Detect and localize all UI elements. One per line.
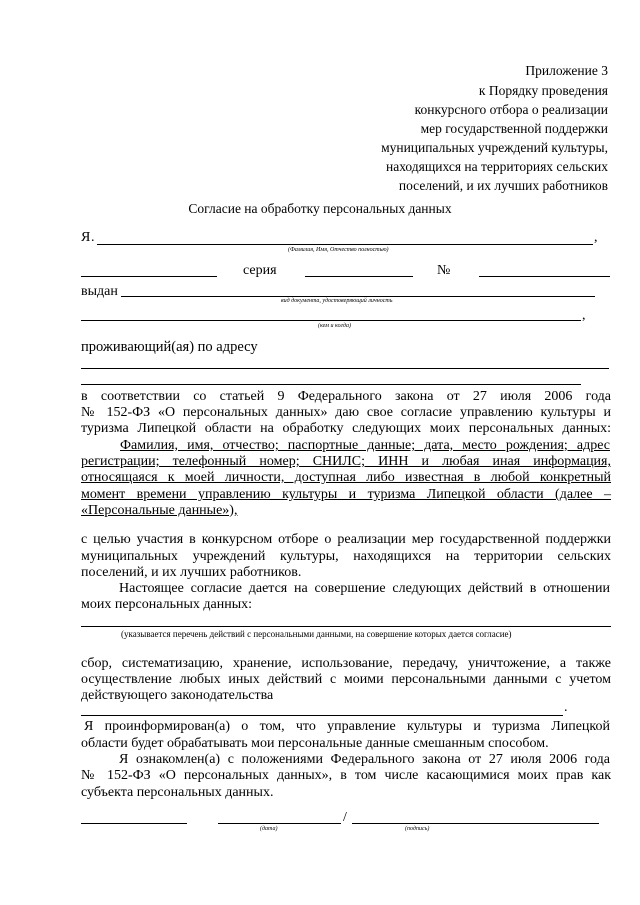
- appendix-line: муниципальных учреждений культуры,: [381, 140, 608, 155]
- actions-extra-field[interactable]: [81, 715, 563, 716]
- para1-line: № 152-ФЗ «О персональных данных» даю свое согласие управлению культуры и: [81, 405, 611, 420]
- residing-label: проживающий(ая) по адресу: [81, 339, 258, 355]
- seria-field[interactable]: [305, 276, 413, 277]
- number-field[interactable]: [479, 276, 610, 277]
- who-field[interactable]: [81, 320, 581, 321]
- appendix-line: конкурсного отбора о реализации: [414, 102, 608, 117]
- sign-field[interactable]: [352, 823, 599, 824]
- acquainted-line: субъекта персональных данных.: [81, 785, 274, 800]
- purpose-line: муниципальных учреждений культуры, находящихся на территории сельских: [81, 549, 611, 564]
- appendix-line: мер государственной поддержки: [420, 121, 608, 136]
- informed-line: Я проинформирован(а) о том, что управление культуры и туризма Липецкой: [84, 719, 610, 734]
- address-field-1[interactable]: [81, 368, 609, 369]
- para1-line: в соответствии со статьей 9 Федерального закона от 27 июля 2006 года: [81, 389, 611, 404]
- seria-label: серия: [243, 263, 277, 278]
- data-list-line: относящаяся к моей личности, доступная либо известная в любой конкретный: [81, 470, 611, 485]
- number-sign: №: [437, 263, 451, 278]
- vydan-field[interactable]: [121, 296, 595, 297]
- actions-list-line: действующего законодательства: [81, 688, 274, 703]
- who-caption: (кем и когда): [318, 323, 351, 329]
- purpose-line: с целью участия в конкурсном отборе о реализации мер государственной поддержки: [81, 532, 611, 547]
- data-list-line: регистрации; телефонный номер; СНИЛС; ИНН и любая иная информация,: [81, 454, 611, 469]
- appendix-line: Приложение 3: [525, 63, 608, 78]
- fio-field[interactable]: [97, 244, 593, 245]
- doc-caption: вид документа, удостоверяющий личность: [281, 298, 393, 304]
- purpose-line: поселений, и их лучших работников.: [81, 565, 302, 580]
- address-field-2[interactable]: [81, 384, 581, 385]
- acquainted-line: № 152-ФЗ «О персональных данных», в том числе касающимися моих прав как: [81, 768, 611, 783]
- actions-field[interactable]: [81, 626, 611, 627]
- vydan-label: выдан: [81, 284, 118, 299]
- date-caption: (дата): [260, 826, 278, 832]
- sign-caption: (подпись): [405, 826, 430, 832]
- actions-caption: (указывается перечень действий с персональными данными, на совершение которых дается согласие): [121, 629, 512, 639]
- actions-period: .: [564, 700, 568, 715]
- appendix-line: поселений, и их лучших работников: [398, 178, 608, 193]
- document-title: Согласие на обработку персональных данных: [188, 201, 452, 216]
- passport-field-1[interactable]: [81, 276, 217, 277]
- actions-list-line: сбор, систематизацию, хранение, использование, передачу, уничтожение, а также: [81, 656, 611, 671]
- ya-label: Я: [81, 230, 91, 245]
- data-list-line: момент времени управлению культуры и туризма Липецкой области (далее –: [81, 487, 611, 502]
- signature-field-1[interactable]: [81, 823, 187, 824]
- ya-dot: .: [91, 230, 95, 245]
- acquainted-line: Я ознакомлен(а) с положениями Федерального закона от 27 июля 2006 года: [119, 752, 610, 767]
- actions-intro-line: Настоящее согласие дается на совершение следующих действий в отношении: [119, 581, 610, 596]
- appendix-line: к Порядку проведения: [478, 83, 608, 98]
- appendix-line: находящихся на территориях сельских: [385, 159, 608, 174]
- para1-line: туризма Липецкой области на обработку следующих моих персональных данных:: [81, 421, 611, 436]
- fio-caption: (Фамилия, Имя, Отчество полностью): [288, 247, 389, 253]
- fio-comma: ,: [594, 230, 598, 245]
- data-list-line: Фамилия, имя, отчество; паспортные данные; дата, место рождения; адрес: [120, 438, 610, 453]
- informed-line: области будет обрабатывать мои персональные данные смешанным способом.: [81, 736, 549, 751]
- actions-list-line: осуществление любых иных действий с моими персональными данными с учетом: [81, 672, 611, 687]
- signature-slash: /: [343, 810, 347, 825]
- who-comma: ,: [582, 308, 586, 323]
- actions-intro-line: моих персональных данных:: [81, 597, 252, 612]
- date-field[interactable]: [218, 823, 341, 824]
- data-list-line: «Персональные данные»),: [81, 503, 238, 518]
